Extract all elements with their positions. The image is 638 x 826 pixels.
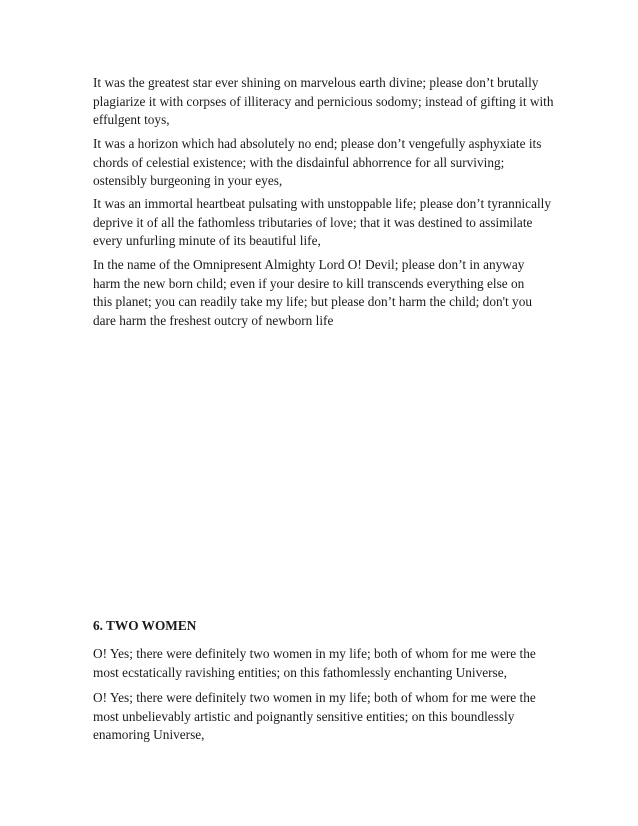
text-line: In the name of the Omnipresent Almighty Lord O! Devil; please don’t in anyway bbox=[93, 257, 525, 272]
paragraph-1 bbox=[93, 74, 563, 130]
text-line: It was the greatest star ever shining on marvelous earth divine; please don’t brutally bbox=[93, 75, 539, 90]
paragraph-3 bbox=[93, 195, 563, 251]
text-line: chords of celestial existence; with the disdainful abhorrence for all surviving; bbox=[93, 154, 505, 170]
text-line: O! Yes; there were definitely two women in my life; both of whom for me were the bbox=[93, 690, 536, 705]
text-line: deprive it of all the fathomless tributaries of love; that it was destined to assimilate bbox=[93, 214, 533, 230]
text-line: enamoring Universe, bbox=[93, 727, 205, 742]
section-heading: 6. TWO WOMEN bbox=[93, 618, 197, 633]
text-line: harm the new born child; even if your desire to kill transcends everything else on bbox=[93, 275, 525, 291]
text-line: ostensibly burgeoning in your eyes, bbox=[93, 173, 283, 188]
text-line: dare harm the freshest outcry of newborn life bbox=[93, 312, 334, 328]
paragraph-2 bbox=[93, 135, 563, 191]
text-line: this planet; you can readily take my life; but please don’t harm the child; don't you bbox=[93, 294, 532, 309]
text-line: It was a horizon which had absolutely no end; please don’t vengefully asphyxiate its bbox=[93, 136, 542, 151]
text-line: every unfurling minute of its beautiful life, bbox=[93, 233, 321, 248]
text-line: effulgent toys, bbox=[93, 112, 170, 127]
text-line: most ecstatically ravishing entities; on this fathomlessly enchanting Universe, bbox=[93, 664, 507, 680]
text-line: plagiarize it with corpses of illiteracy and pernicious sodomy; instead of gifting it with bbox=[93, 93, 554, 109]
paragraph-5 bbox=[93, 645, 563, 682]
text-line: It was an immortal heartbeat pulsating with unstoppable life; please don’t tyrannically bbox=[93, 196, 552, 211]
paragraph-6 bbox=[93, 689, 563, 745]
text-line: O! Yes; there were definitely two women in my life; both of whom for me were the bbox=[93, 646, 536, 661]
text-line: most unbelievably artistic and poignantly sensitive entities; on this boundlessly bbox=[93, 708, 515, 724]
paragraph-4 bbox=[93, 256, 563, 330]
